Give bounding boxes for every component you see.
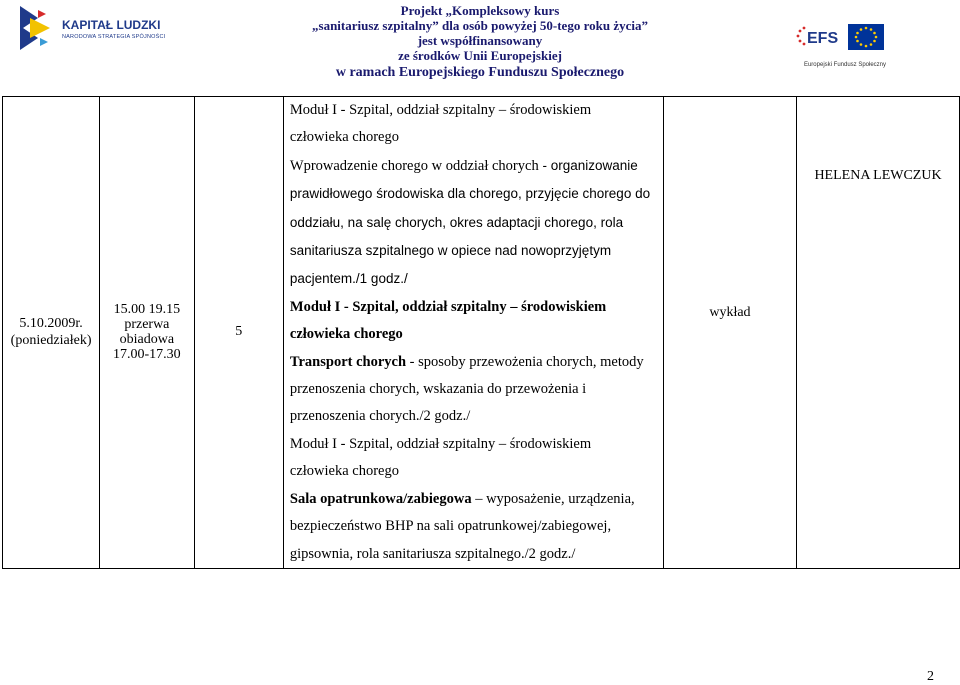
module-title: Moduł I - Szpital, oddział szpitalny – środowiskiem [289, 298, 607, 315]
content-text [284, 97, 663, 568]
project-line: jest współfinansowany [417, 33, 543, 48]
section-1 [290, 97, 663, 294]
hours-value: 5 [235, 324, 243, 340]
efs-label: EFS [807, 30, 839, 47]
schedule-table [2, 96, 960, 569]
topic-title: Transport chorych [289, 353, 407, 370]
module-title: Moduł I - Szpital, oddział szpitalny – środowiskiem [289, 435, 592, 452]
project-line: w ramach Europejskiego Funduszu Społecznego [335, 65, 625, 80]
weekday-value: (poniedziałek) [10, 333, 92, 349]
topic-description: – wyposażenie, urządzenia, bezpieczeństwo BHP na sali opatrunkowej/zabiegowej, gipsownia, rola sanitariusza szpitalnego./2 godz./ [289, 490, 635, 562]
form-value: wykład [709, 305, 751, 321]
content-cell [283, 97, 663, 569]
break-time: 17.00-17.30 [113, 347, 181, 363]
topic-title: Wprowadzenie chorego w oddział chorych [289, 157, 539, 174]
break-label-2: obiadowa [119, 332, 175, 348]
form-cell [663, 97, 796, 569]
hours-cell [194, 97, 283, 569]
kapital-ludzki-subtitle: NARODOWA STRATEGIA SPÓJNOŚCI [62, 34, 166, 40]
date-value: 5.10.2009r. [19, 316, 83, 332]
time-range: 15.00 19.15 [113, 302, 181, 318]
lecturer-name: HELENA LEWCZUK [814, 168, 942, 184]
kapital-ludzki-emblem-icon [16, 4, 56, 52]
topic-description: - sposoby przewożenia chorych, metody przenoszenia chorych, wskazania do przewożenia i przenoszenia chorych./2 godz./ [289, 353, 644, 425]
lecturer-cell [797, 97, 960, 569]
project-line: Projekt „Kompleksowy kurs [400, 3, 560, 18]
kapital-ludzki-logo [12, 4, 166, 52]
date-cell [3, 97, 100, 569]
module-subtitle: człowieka chorego [289, 463, 399, 480]
section-3 [290, 431, 663, 568]
time-cell [100, 97, 194, 569]
efs-emblem-icon [790, 14, 900, 60]
kapital-ludzki-title: KAPITAŁ LUDZKI [62, 18, 161, 32]
break-label: przerwa [124, 317, 170, 333]
section-2 [290, 294, 663, 431]
topic-description: - organizowanie prawidłowego środowiska dla chorego, przyjęcie chorego do oddziału, na salę chorych, okres adaptacji chorego, rola sanitariusza szpitalnego w opiece nad nowoprzyjętym pacjentem./1 godz./ [289, 157, 651, 287]
project-header-text [260, 0, 700, 80]
efs-caption: Europejski Fundusz Społeczny [803, 62, 887, 68]
module-title: Moduł I - Szpital, oddział szpitalny – środowiskiem [289, 102, 592, 118]
module-subtitle: człowieka chorego [289, 129, 399, 146]
project-line: „sanitariusz szpitalny” dla osób powyżej 50-tego roku życia” [312, 18, 648, 33]
topic-title: Sala opatrunkowa/zabiegowa [289, 490, 472, 507]
efs-logo [790, 14, 900, 82]
page-number: 2 [927, 669, 934, 684]
project-line: ze środków Unii Europejskiej [398, 48, 562, 63]
module-subtitle: człowieka chorego [289, 326, 403, 343]
table-row [3, 97, 960, 569]
page-header [0, 0, 960, 92]
